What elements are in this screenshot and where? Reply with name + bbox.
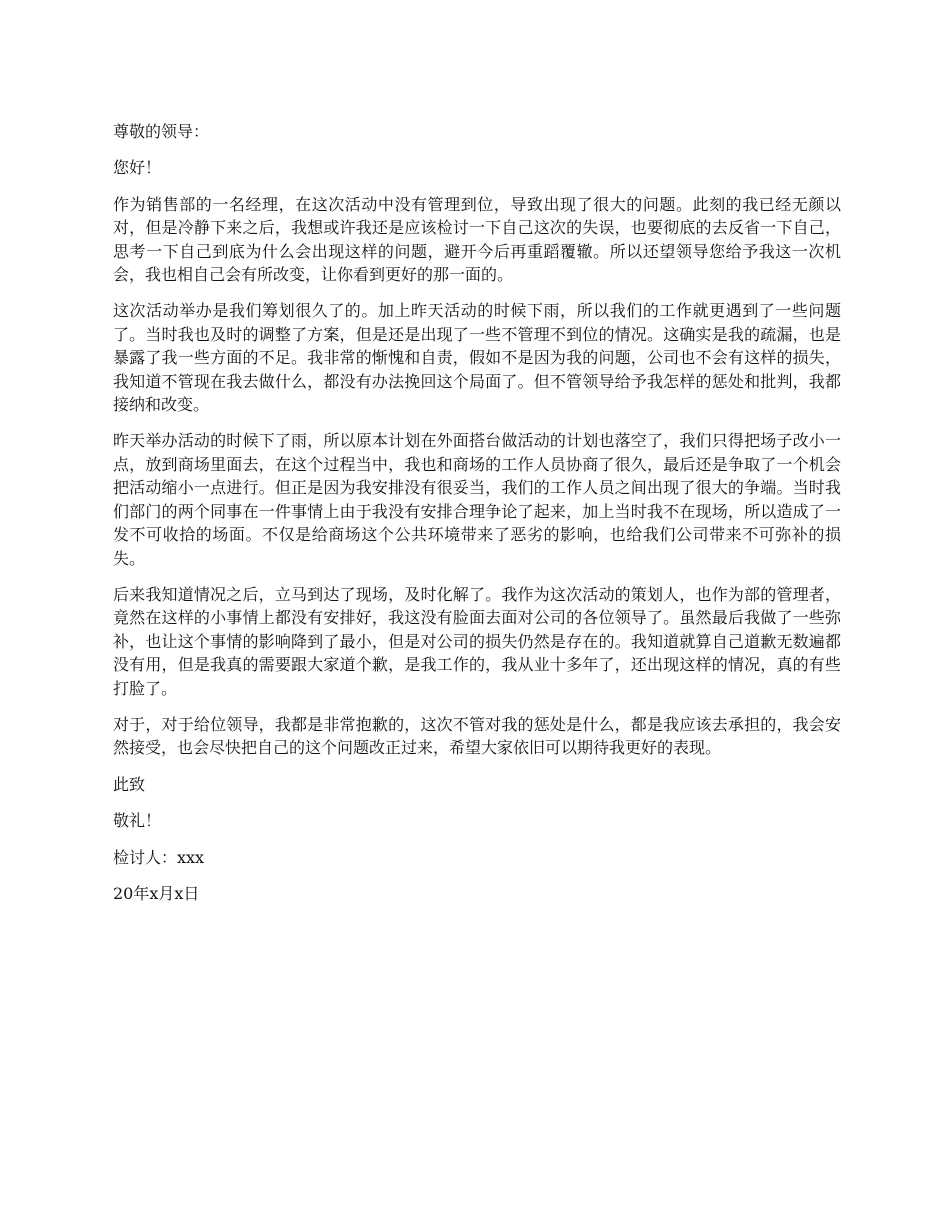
letter-document [113,120,841,918]
body-paragraph-5: 对于，对于给位领导，我都是非常抱歉的，这次不管对我的惩处是什么，都是我应该去承担的，我会安然接受，也会尽快把自己的这个问题改正过来，希望大家依旧可以期待我更好的表现。 [113,714,841,758]
body-paragraph-2: 这次活动举办是我们筹划很久了的。加上昨天活动的时候下雨，所以我们的工作就更遇到了一些问题了。当时我也及时的调整了方案，但是还是出现了一些不管理不到位的情况。这确实是我的疏漏，也是暴露了我一些方面的不足。我非常的惭愧和自责，假如不是因为我的问题，公司也不会有这样的损失，我知道不管现在我去做什么，都没有办法挽回这个局面了。但不管领导给予我怎样的惩处和批判，我都接纳和改变。 [113,301,841,415]
body-paragraph-3: 昨天举办活动的时候下了雨，所以原本计划在外面搭台做活动的计划也落空了，我们只得把场子改小一点，放到商场里面去，在这个过程当中，我也和商场的工作人员协商了很久，最后还是争取了一个机会把活动缩小一点进行。但正是因为我安排没有很妥当，我们的工作人员之间出现了很大的争端。当时我们部门的两个同事在一件事情上由于我没有安排合理争论了起来，加上当时我不在现场，所以造成了一发不可收拾的场面。不仅是给商场这个公共环境带来了恶劣的影响，也给我们公司带来不可弥补的损失。 [113,431,841,568]
date-line: 20年x月x日 [113,883,200,903]
signature-line: 检讨人：xxx [113,847,205,867]
greeting: 您好！ [113,158,162,178]
body-paragraph-1: 作为销售部的一名经理，在这次活动中没有管理到位，导致出现了很大的问题。此刻的我已经无颜以对，但是冷静下来之后，我想或许我还是应该检讨一下自己这次的失误，也要彻底的去反省一下自己，思考一下自己到底为什么会出现这样的问题，避开今后再重蹈覆辙。所以还望领导您给予我这一次机会，我也相自己会有所改变，让你看到更好的那一面的。 [113,194,841,285]
salutation: 尊敬的领导： [113,122,210,141]
body-paragraph-4: 后来我知道情况之后，立马到达了现场，及时化解了。我作为这次活动的策划人，也作为部的管理者，竟然在这样的小事情上都没有安排好，我这没有脸面去面对公司的各位领导了。虽然最后我做了一些弥补，也让这个事情的影响降到了最小，但是对公司的损失仍然是存在的。我知道就算自己道歉无数遍都没有用，但是我真的需要跟大家道个歉，是我工作的，我从业十多年了，还出现这样的情况，真的有些打脸了。 [113,584,841,698]
closing-line: 此致 [113,774,146,794]
regards-line: 敬礼！ [113,811,162,831]
